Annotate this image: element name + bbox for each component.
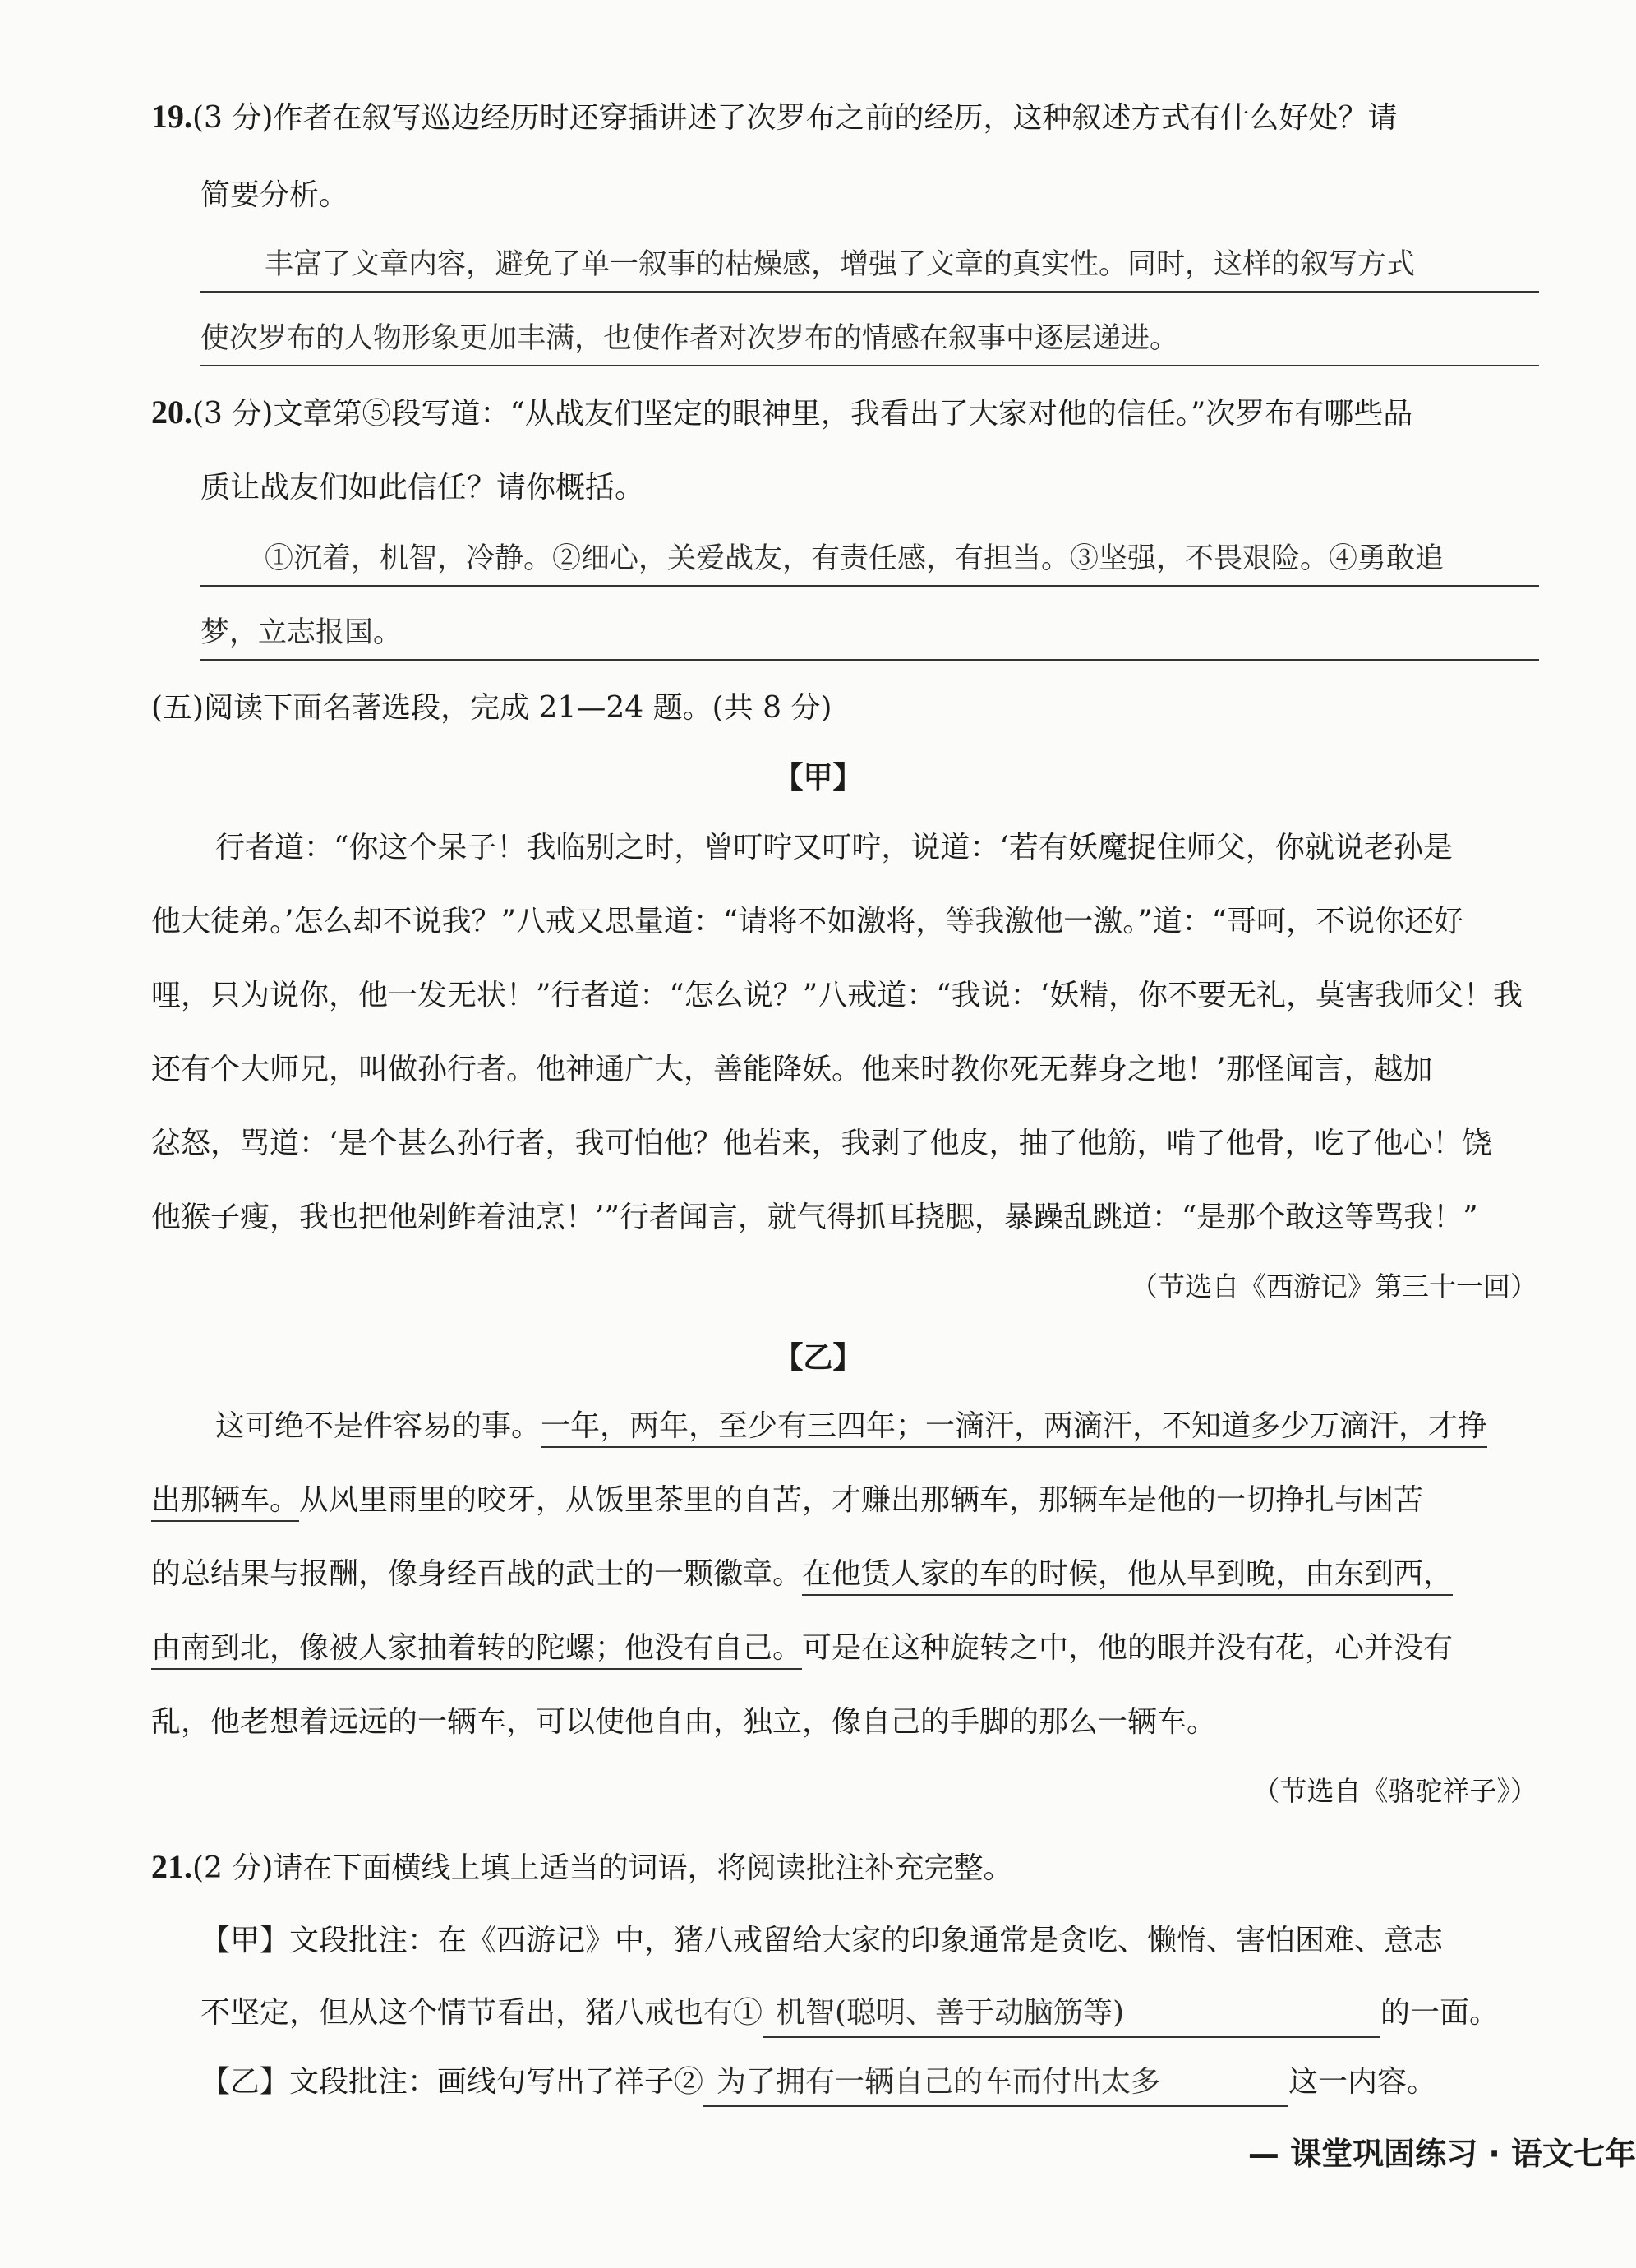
jia-line-4: 还有个大师兄，叫做孙行者。他神通广大，善能降妖。他来时教你死无葬身之地！’那怪闻言，越加 <box>151 1053 1433 1086</box>
q20-prompt-text: (3 分)文章第⑤段写道：“从战友们坚定的眼神里，我看出了大家对他的信任。”次罗布有哪些品 <box>192 397 1413 431</box>
jia-line-3: 哩，只为说你，他一发无状！”行者道：“怎么说？”八戒道：“我说：‘妖精，你不要无礼，莫害我师父！我 <box>151 979 1523 1012</box>
q21-jia-line-1: 【甲】文段批注：在《西游记》中，猪八戒留给大家的印象通常是贪吃、懒惰、害怕困难、意志 <box>200 1924 1444 1957</box>
jia-line-2: 他大徒弟。’怎么却不说我？”八戒又思量道：“请将不如激将，等我激他一激。”道：“哥呵，不说你还好 <box>151 905 1464 938</box>
yi-line-4 <box>151 1629 1636 1668</box>
jia-heading: 【甲】 <box>773 760 863 795</box>
yi-line-4-plain: 可是在这种旋转之中，他的眼并没有花，心并没有 <box>802 1631 1454 1665</box>
yi-source: （节选自《骆驼祥子》） <box>1252 1775 1537 1807</box>
q21-blank-2: 为了拥有一辆自己的车而付出太多 <box>703 2063 1288 2107</box>
q19-answer-line-2: 使次罗布的人物形象更加丰满，也使作者对次罗布的情感在叙事中逐层递进。 <box>200 319 1539 366</box>
jia-source: （节选自《西游记》第三十一回） <box>1131 1270 1537 1302</box>
yi-line-1 <box>215 1407 1636 1446</box>
yi-line-2 <box>151 1481 1636 1520</box>
q21-jia-suffix: 的一面。 <box>1380 1996 1500 2030</box>
yi-line-2-underlined: 出那辆车。 <box>151 1483 299 1522</box>
yi-line-4-underlined: 由南到北，像被人家抽着转的陀螺；他没有自己。 <box>151 1631 802 1670</box>
q21-jia-line-2 <box>200 1994 1636 2038</box>
q21-yi-prefix: 【乙】文段批注：画线句写出了祥子② <box>200 2065 704 2099</box>
q19-number: 19. <box>151 98 192 135</box>
q21-prompt-text: (2 分)请在下面横线上填上适当的词语，将阅读批注补充完整。 <box>192 1851 1013 1885</box>
q21-prompt <box>151 1847 1636 1888</box>
jia-line-1: 行者道：“你这个呆子！我临别之时，曾叮咛又叮咛，说道：‘若有妖魔捉住师父，你就说老孙是 <box>215 831 1453 864</box>
q21-yi-line <box>200 2063 1636 2107</box>
q20-answer-line-1: ①沉着，机智，冷静。②细心，关爱战友，有责任感，有担当。③坚强，不畏艰险。④勇敢追 <box>200 539 1539 587</box>
q20-prompt-line-2: 质让战友们如此信任？请你概括。 <box>200 471 645 505</box>
q19-prompt-line-1 <box>151 97 1636 138</box>
yi-heading: 【乙】 <box>773 1340 863 1375</box>
q19-prompt-line-2: 简要分析。 <box>200 178 349 212</box>
q19-prompt-text: (3 分)作者在叙写巡边经历时还穿插讲述了次罗布之前的经历，这种叙述方式有什么好处？请 <box>192 101 1398 135</box>
jia-line-6: 他猴子瘦，我也把他剁鲊着油烹！’”行者闻言，就气得抓耳挠腮，暴躁乱跳道：“是那个敢这等骂我！” <box>151 1201 1478 1234</box>
q21-jia-prefix: 不坚定，但从这个情节看出，猪八戒也有① <box>200 1996 763 2030</box>
jia-line-5: 忿怒，骂道：‘是个甚么孙行者，我可怕他？他若来，我剥了他皮，抽了他筋，啃了他骨，吃了他心！饶 <box>151 1127 1492 1160</box>
yi-line-1-plain: 这可绝不是件容易的事。 <box>215 1409 541 1443</box>
q19-answer-line-1: 丰富了文章内容，避免了单一叙事的枯燥感，增强了文章的真实性。同时，这样的叙写方式 <box>200 245 1539 293</box>
q20-answer-line-2: 梦，立志报国。 <box>200 613 1539 661</box>
q21-yi-suffix: 这一内容。 <box>1288 2065 1437 2099</box>
q21-blank-1: 机智(聪明、善于动脑筋等) <box>763 1994 1380 2038</box>
yi-line-2-plain: 从风里雨里的咬牙，从饭里茶里的自苦，才赚出那辆车，那辆车是他的一切挣扎与困苦 <box>299 1483 1424 1517</box>
yi-line-5: 乱，他老想着远远的一辆车，可以使他自由，独立，像自己的手脚的那么一辆车。 <box>151 1705 1217 1739</box>
yi-line-3-underlined: 在他赁人家的车的时候，他从早到晚，由东到西， <box>802 1557 1453 1596</box>
q21-number: 21. <box>151 1848 192 1885</box>
yi-line-3-plain: 的总结果与报酬，像身经百战的武士的一颗徽章。 <box>151 1557 803 1591</box>
q20-number: 20. <box>151 394 192 431</box>
page-footer: — 课堂巩固练习 · 语文七年 <box>1247 2136 1636 2172</box>
q20-prompt-line-1 <box>151 393 1636 434</box>
section5-intro: (五)阅读下面名著选段，完成 21—24 题。(共 8 分) <box>151 691 832 725</box>
yi-line-3 <box>151 1555 1636 1594</box>
yi-line-1-underlined: 一年，两年，至少有三四年；一滴汗，两滴汗，不知道多少万滴汗，才挣 <box>541 1409 1487 1448</box>
